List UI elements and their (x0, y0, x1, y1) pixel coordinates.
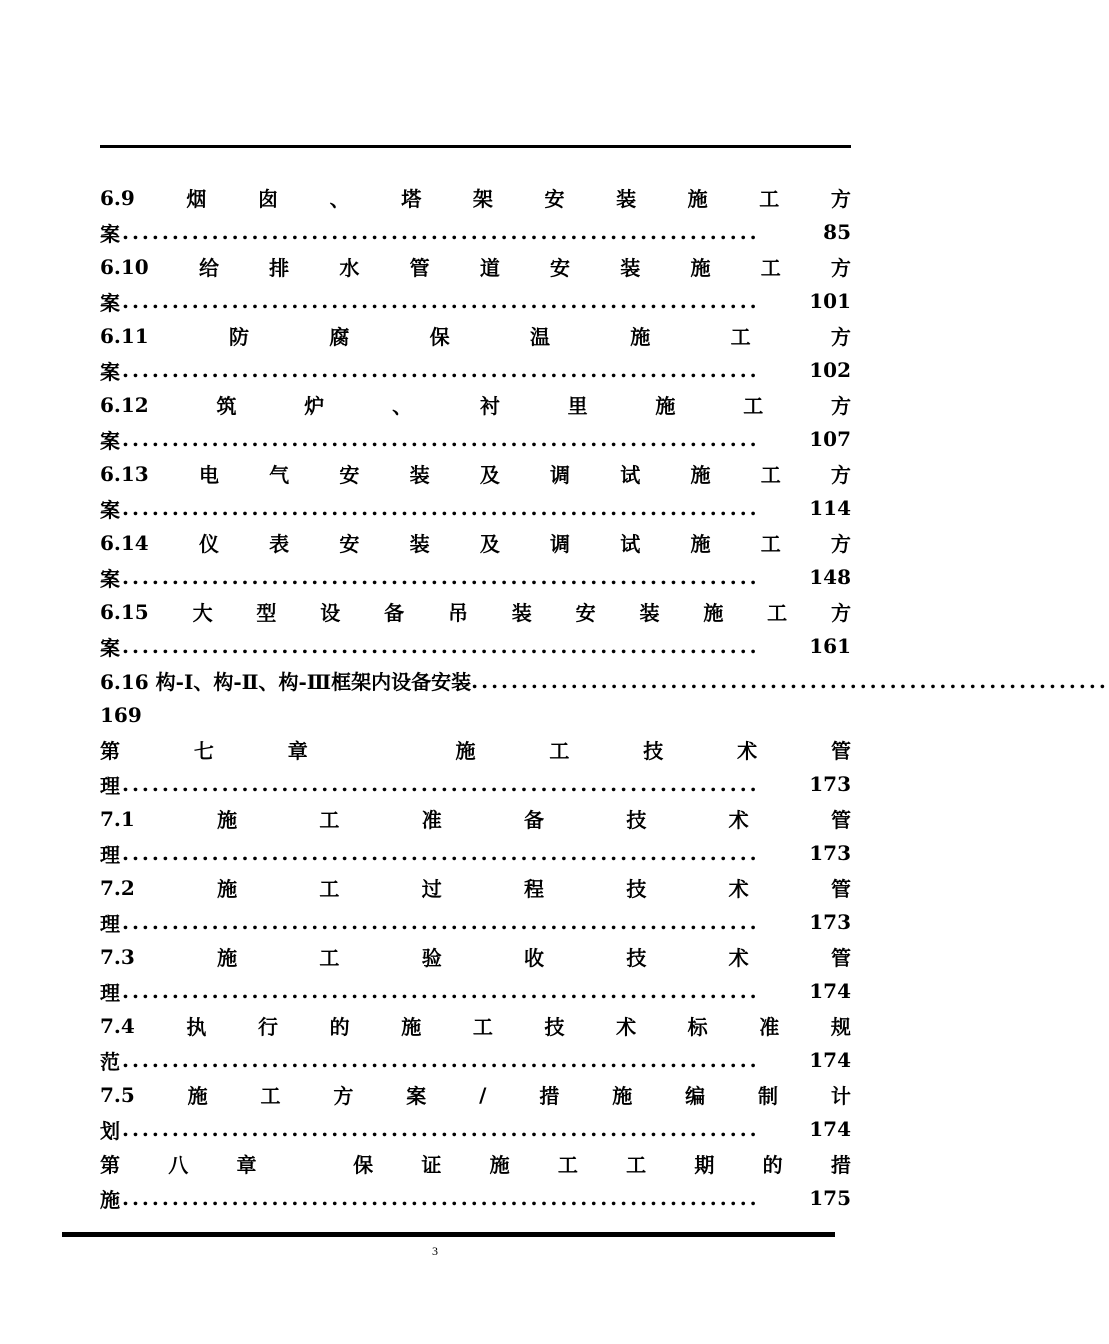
toc-entry-title-char: 方 (830, 256, 851, 280)
toc-entry-page: 107 (809, 427, 851, 451)
toc-entry-title-char: 工 (319, 877, 340, 901)
toc-entry[interactable] (100, 1146, 851, 1215)
toc-entry-title-char: 仪 (198, 532, 219, 556)
toc-entry-leader-line (100, 284, 851, 318)
toc-entry-title-char: 装 (616, 187, 637, 211)
toc-entry-title-char: 工 (260, 1084, 281, 1108)
toc-entry-title-char: 方 (830, 394, 851, 418)
toc-entry-title-char: 给 (198, 256, 219, 280)
dot-leader: ................................................................ (122, 565, 760, 589)
toc-entry-title-char: 方 (831, 601, 851, 625)
toc-entry-title-end: 案 (100, 635, 120, 660)
toc-entry[interactable] (100, 387, 851, 456)
toc-entry-title-char: 术 (728, 808, 749, 832)
toc-entry-title-char: 装 (511, 601, 532, 625)
dot-leader: ................................................................ (471, 668, 1109, 693)
toc-entry-title-char: 施 (690, 256, 711, 280)
toc-entry-title-char: 技 (626, 808, 647, 832)
toc-entry-title-char: 案 (406, 1084, 427, 1108)
toc-entry-title-char: 架 (472, 187, 493, 211)
toc-entry-number: 7.3 (100, 944, 135, 969)
toc-entry-title-char: 过 (421, 877, 442, 901)
toc-entry-title-line (100, 801, 851, 836)
toc-entry-title-char: 收 (524, 946, 545, 970)
toc-entry-title-char: 及 (479, 463, 500, 487)
toc-entry-page: 174 (809, 1117, 851, 1141)
toc-entry-title-char: 措 (830, 1153, 851, 1177)
toc-entry-number: 6.9 (100, 185, 135, 210)
toc-entry-page: 173 (809, 772, 851, 796)
toc-entry-title-char: 准 (421, 808, 442, 832)
toc-entry-title-char: 标 (687, 1015, 708, 1039)
toc-entry-page: 174 (809, 979, 851, 1003)
toc-entry-title-char: 设 (320, 601, 341, 625)
toc-entry-title-char: 烟 (186, 187, 207, 211)
toc-entry-title-char: 七 (193, 739, 214, 763)
toc-entry-title-char: 准 (759, 1015, 780, 1039)
toc-entry-title: 6.16 构-Ⅰ、构-Ⅱ、构-Ⅲ框架内设备安装 (100, 670, 472, 694)
toc-entry[interactable] (100, 249, 851, 318)
toc-entry-title-char: 装 (409, 463, 430, 487)
toc-entry-title-char: 塔 (401, 187, 422, 211)
toc-entry-page: 169 (100, 703, 142, 727)
dot-leader: ................................................................ (122, 358, 760, 382)
toc-entry-number: 7.5 (100, 1082, 135, 1107)
toc-entry-title-char: 编 (685, 1084, 706, 1108)
toc-entry-leader-line (100, 353, 851, 387)
toc-entry-title-char: 里 (567, 394, 588, 418)
toc-entry-title-end: 理 (100, 911, 120, 936)
dot-leader: ................................................................ (122, 289, 760, 313)
toc-entry-number: 第 (100, 1153, 120, 1177)
toc-entry-title-line (100, 387, 851, 422)
toc-entry-page: 148 (809, 565, 851, 589)
toc-entry-title-char: 措 (539, 1084, 560, 1108)
toc-entry[interactable] (100, 456, 851, 525)
toc-entry-leader-line (100, 1043, 851, 1077)
toc-entry-title-char: 施 (401, 1015, 422, 1039)
toc-entry-title-char: 筑 (216, 394, 237, 418)
toc-entry-title-end: 理 (100, 773, 120, 798)
dot-leader: ................................................................ (122, 841, 760, 865)
toc-entry[interactable] (100, 525, 851, 594)
toc-entry-title-char: 工 (760, 463, 781, 487)
toc-entry-title-end: 范 (100, 1049, 120, 1074)
toc-entry-title-char: 调 (550, 463, 571, 487)
toc-entry-leader-line (100, 974, 851, 1008)
toc-entry-page: 102 (809, 358, 851, 382)
toc-entry-leader-line (100, 629, 851, 663)
toc-entry-title-line (100, 663, 1109, 698)
toc-entry-number: 6.13 (100, 461, 149, 486)
toc-entry-title-char: 术 (737, 739, 758, 763)
toc-entry-title-char: 衬 (479, 394, 500, 418)
toc-entry-title-char: 试 (620, 532, 641, 556)
toc-entry-title-char: 执 (186, 1015, 207, 1039)
toc-entry-title-char: 安 (575, 601, 596, 625)
dot-leader: ................................................................ (122, 496, 760, 520)
toc-entry-number: 6.11 (100, 323, 149, 348)
toc-entry-title-char: 工 (743, 394, 764, 418)
toc-entry[interactable] (100, 594, 851, 663)
toc-entry-title-char: 技 (626, 877, 647, 901)
toc-entry-number: 6.10 (100, 254, 149, 279)
toc-entry-title-end: 施 (100, 1187, 120, 1212)
page-number: 3 (432, 1244, 438, 1258)
toc-entry-title-char: 管 (831, 739, 851, 763)
toc-entry-title-char: 工 (319, 946, 340, 970)
dot-leader: ................................................................ (122, 220, 760, 244)
toc-entry-title-char: 安 (339, 532, 360, 556)
toc-entry-title-char: 计 (830, 1084, 851, 1108)
toc-entry-title-char: 调 (550, 532, 571, 556)
toc-entry-title-line (100, 939, 851, 974)
toc-entry-title-line (100, 456, 851, 491)
toc-entry-title-char: 证 (421, 1153, 442, 1177)
footer-rule (62, 1232, 835, 1237)
toc-entry-title-char: 方 (830, 532, 851, 556)
toc-entry-title-char: 气 (269, 463, 290, 487)
toc-entry-title-char: 管 (830, 946, 851, 970)
toc-entry-title-char: 施 (630, 325, 651, 349)
toc-entry-title-char: / (479, 1082, 487, 1107)
toc-entry-title-char: 、 (392, 394, 413, 418)
dot-leader: ................................................................ (122, 1117, 760, 1141)
toc-entry-title-char: 的 (329, 1015, 350, 1039)
toc-entry-title-char: 施 (690, 532, 711, 556)
toc-entry-title-char: 方 (830, 187, 851, 211)
toc-entry-title-line (100, 732, 851, 767)
toc-entry-title-end: 案 (100, 359, 120, 384)
dot-leader: ................................................................ (122, 1186, 760, 1210)
toc-entry-title-char: 施 (687, 187, 708, 211)
toc-entry-title-char: 工 (549, 739, 570, 763)
toc-entry-leader-line (100, 560, 851, 594)
toc-entry-title-char: 工 (472, 1015, 493, 1039)
toc-entry-title-char: 施 (703, 601, 724, 625)
toc-entry-title-char: 安 (339, 463, 360, 487)
toc-entry-title-char: 工 (760, 532, 781, 556)
toc-entry-title-end: 理 (100, 980, 120, 1005)
toc-entry-title-char: 章 (287, 739, 308, 763)
toc-entry-title-char: 施 (612, 1084, 633, 1108)
toc-entry-leader-line (100, 836, 851, 870)
toc-entry-title-char: 的 (762, 1153, 783, 1177)
toc-entry-title-char: 安 (544, 187, 565, 211)
toc-entry-title-char: 试 (620, 463, 641, 487)
toc-entry-title-end: 案 (100, 566, 120, 591)
toc-entry-page: 174 (809, 1048, 851, 1072)
toc-entry-number: 7.4 (100, 1013, 135, 1038)
toc-entry-title-char: 保 (353, 1153, 374, 1177)
toc-entry-number: 7.2 (100, 875, 135, 900)
toc-entry-title-end: 案 (100, 428, 120, 453)
toc-entry[interactable] (100, 180, 851, 249)
toc-entry-leader-line (100, 1112, 851, 1146)
toc-entry-title-end: 案 (100, 290, 120, 315)
toc-entry-leader-line (100, 1181, 851, 1215)
toc-entry-title-char: 行 (258, 1015, 279, 1039)
toc-entry-title-char: 及 (479, 532, 500, 556)
toc-entry-title-char: 水 (339, 256, 360, 280)
toc-entry-title-char: 工 (626, 1153, 647, 1177)
toc-entry-title-end: 划 (100, 1118, 120, 1143)
toc-entry-number: 第 (100, 739, 120, 763)
table-of-contents (100, 180, 1109, 1215)
toc-entry-page: 161 (809, 634, 851, 658)
toc-entry[interactable] (100, 939, 851, 1008)
toc-entry-number: 6.14 (100, 530, 149, 555)
toc-entry-title-char: 施 (217, 808, 238, 832)
toc-entry[interactable] (100, 663, 1109, 732)
toc-entry-title-char: 装 (639, 601, 660, 625)
toc-entry-title-char: 备 (524, 808, 545, 832)
toc-entry-title-char: 安 (550, 256, 571, 280)
toc-entry-title-line (100, 870, 851, 905)
toc-entry-page: 175 (809, 1186, 851, 1210)
toc-entry-title-line (100, 1077, 851, 1112)
toc-entry-title-char: 表 (269, 532, 290, 556)
toc-entry-title-char: 管 (830, 808, 851, 832)
toc-entry-page: 101 (809, 289, 851, 313)
toc-entry-leader-line (100, 767, 851, 801)
header-rule (100, 145, 851, 148)
toc-entry-title-char: 制 (757, 1084, 778, 1108)
toc-entry-title-char: 技 (544, 1015, 565, 1039)
toc-entry-title-char: 工 (767, 601, 788, 625)
toc-entry-title-char: 工 (730, 325, 751, 349)
toc-entry-title-char: 施 (655, 394, 676, 418)
toc-entry[interactable] (100, 801, 851, 870)
toc-entry-title-char: 术 (728, 946, 749, 970)
toc-entry-title-line (100, 525, 851, 560)
toc-entry-title-char: 装 (409, 532, 430, 556)
toc-entry-leader-line (100, 491, 851, 525)
toc-entry-title-line (100, 1008, 851, 1043)
toc-entry-title-line (100, 180, 851, 215)
toc-entry-title-char: 技 (643, 739, 664, 763)
toc-entry-title-char: 备 (384, 601, 405, 625)
toc-entry-page: 173 (809, 841, 851, 865)
toc-entry-title-char: 工 (319, 808, 340, 832)
dot-leader: ................................................................ (122, 910, 760, 934)
toc-entry-title-char: 八 (168, 1153, 189, 1177)
toc-entry-leader-line (100, 215, 851, 249)
toc-entry-title-end: 案 (100, 497, 120, 522)
toc-entry-title-char: 方 (830, 463, 851, 487)
toc-entry-number: 6.15 (100, 599, 149, 624)
dot-leader: ................................................................ (122, 634, 760, 658)
toc-entry-page: 85 (823, 220, 851, 244)
toc-entry-title-char: 规 (830, 1015, 851, 1039)
toc-entry-title-char: 施 (489, 1153, 510, 1177)
toc-entry-title-char: 、 (329, 187, 350, 211)
toc-entry-title-line (100, 594, 851, 629)
toc-entry-title-char: 工 (759, 187, 780, 211)
toc-entry-title-char: 术 (728, 877, 749, 901)
toc-entry-title-char: 腐 (329, 325, 350, 349)
toc-entry-title-end: 理 (100, 842, 120, 867)
toc-entry[interactable] (100, 1008, 851, 1077)
dot-leader: ................................................................ (122, 427, 760, 451)
toc-entry-title-char: 囱 (258, 187, 279, 211)
toc-entry-title-line (100, 249, 851, 284)
toc-entry-page: 114 (809, 496, 851, 520)
toc-entry-title-char: 期 (694, 1153, 715, 1177)
toc-entry-page: 173 (809, 910, 851, 934)
toc-entry[interactable] (100, 318, 851, 387)
dot-leader: ................................................................ (122, 979, 760, 1003)
toc-entry-title-char: 大 (192, 601, 213, 625)
toc-entry-title-char: 吊 (447, 601, 468, 625)
toc-entry-title-char: 技 (626, 946, 647, 970)
toc-entry-title-char: 温 (529, 325, 550, 349)
toc-entry-number: 6.12 (100, 392, 149, 417)
toc-entry-title-char: 施 (690, 463, 711, 487)
toc-entry-title-char: 炉 (304, 394, 325, 418)
toc-entry-title-char: 道 (479, 256, 500, 280)
dot-leader: ................................................................ (122, 772, 760, 796)
toc-entry[interactable] (100, 870, 851, 939)
toc-entry-title-end: 案 (100, 221, 120, 246)
toc-entry[interactable] (100, 1077, 851, 1146)
toc-entry-title-char: 电 (198, 463, 219, 487)
toc-entry-title-char: 排 (269, 256, 290, 280)
toc-entry-title-line (100, 1146, 851, 1181)
toc-entry-title-char: 施 (217, 946, 238, 970)
toc-entry-title-char: 施 (187, 1084, 208, 1108)
toc-entry-title-char: 章 (236, 1153, 257, 1177)
toc-entry[interactable] (100, 732, 851, 801)
toc-entry-title-char: 验 (421, 946, 442, 970)
toc-entry-title-char: 施 (217, 877, 238, 901)
toc-entry-title-char: 保 (429, 325, 450, 349)
toc-entry-title-char: 工 (557, 1153, 578, 1177)
toc-entry-title-char: 防 (229, 325, 250, 349)
dot-leader: ................................................................ (122, 1048, 760, 1072)
toc-entry-title-char: 术 (616, 1015, 637, 1039)
toc-entry-title-char: 管 (830, 877, 851, 901)
toc-entry-title-char: 程 (524, 877, 545, 901)
toc-entry-title-char: 方 (830, 325, 851, 349)
toc-entry-title-char: 装 (620, 256, 641, 280)
toc-entry-title-line (100, 318, 851, 353)
toc-entry-title-char: 管 (409, 256, 430, 280)
toc-entry-leader-line (100, 905, 851, 939)
toc-entry-title-char: 方 (333, 1084, 354, 1108)
toc-entry-number: 7.1 (100, 806, 135, 831)
toc-entry-title-char: 工 (760, 256, 781, 280)
toc-entry-leader-line (100, 422, 851, 456)
toc-entry-title-char: 施 (455, 739, 476, 763)
toc-entry-title-char: 型 (256, 601, 277, 625)
